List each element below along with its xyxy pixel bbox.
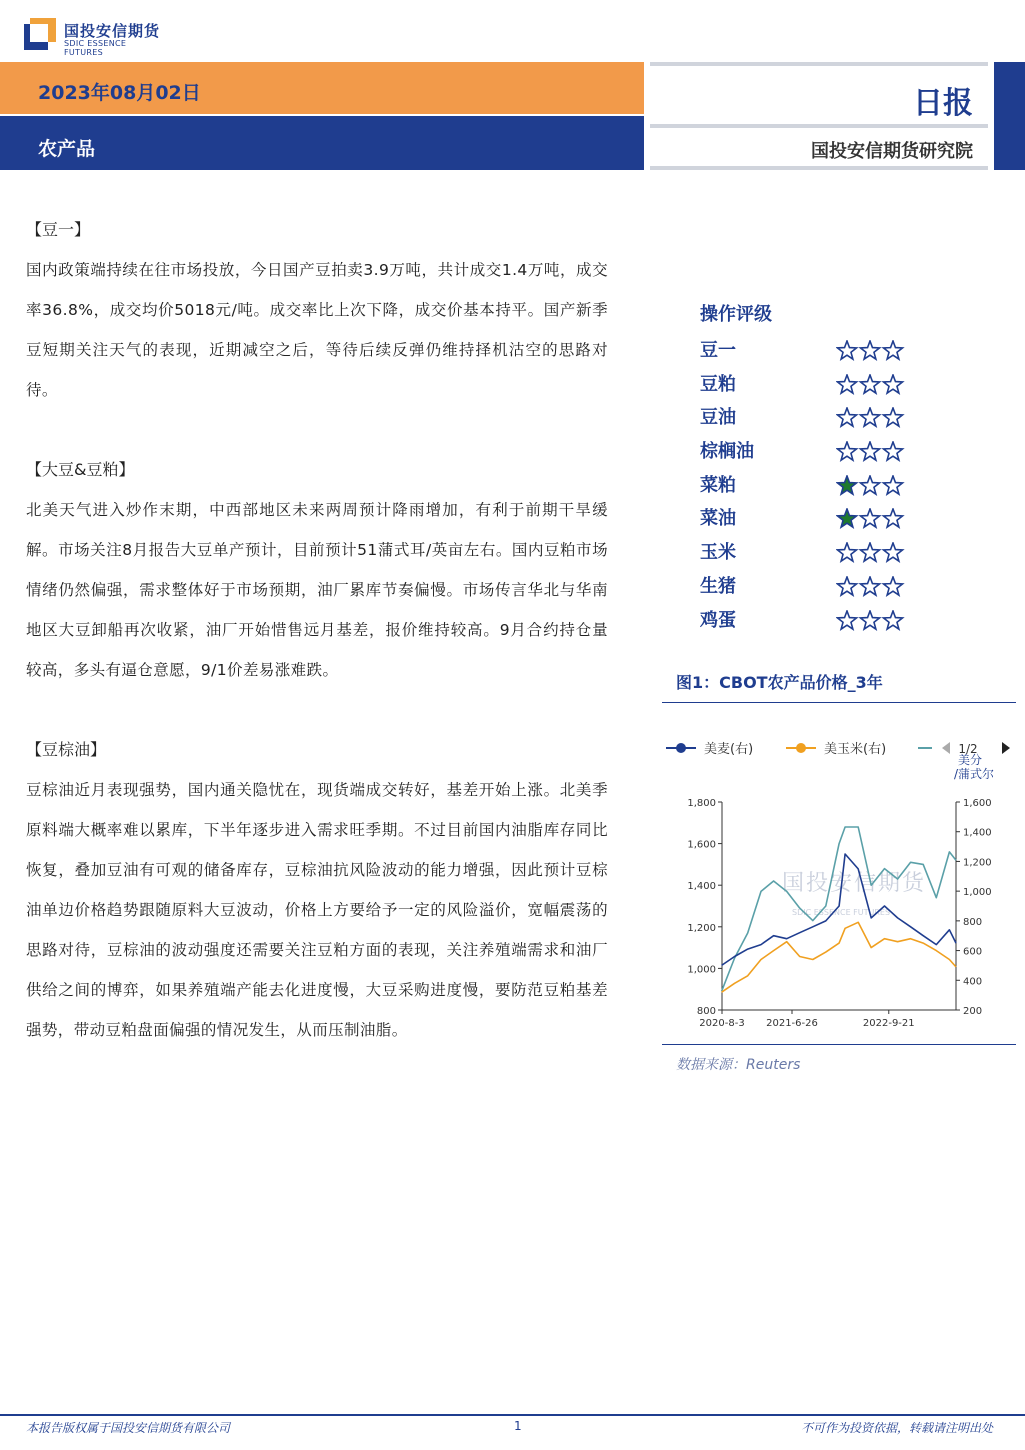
star-outline-icon [883, 442, 902, 460]
rating-stars [836, 576, 906, 598]
legend-label: 美麦(右) [704, 742, 754, 757]
rating-row [700, 502, 960, 536]
rating-product-name: 豆粕 [700, 373, 736, 395]
x-tick-label: 2021-6-26 [766, 1018, 818, 1029]
logo-cn-text: 国投安信期货 [64, 22, 161, 40]
rating-row [700, 536, 960, 570]
institute-name: 国投安信期货研究院 [811, 141, 973, 162]
section-title: 【大豆&豆粕】 [26, 460, 135, 479]
y-left-tick-label: 800 [696, 1006, 716, 1017]
rating-stars [836, 441, 906, 463]
star-outline-icon [860, 375, 879, 393]
x-tick-label: 2020-8-3 [699, 1018, 745, 1029]
y-right-tick-label: 1,200 [963, 857, 992, 869]
star-filled-icon [837, 509, 856, 527]
star-outline-icon [883, 509, 902, 527]
sector-banner [0, 116, 644, 170]
y-right-tick-label: 200 [963, 1006, 983, 1017]
rating-row [700, 435, 960, 469]
rating-row [700, 334, 960, 368]
rating-row [700, 368, 960, 402]
x-tick-label: 2022-9-21 [862, 1018, 915, 1029]
rating-product-name: 棕榈油 [700, 441, 754, 463]
figure-title: 图1：CBOT农产品价格_3年 [676, 673, 883, 692]
figure-divider [662, 1044, 1016, 1045]
legend-next-icon [1002, 742, 1010, 754]
report-date: 2023年08月02日 [38, 82, 201, 104]
rating-stars [836, 475, 906, 497]
y-right-tick-label: 800 [963, 916, 983, 928]
right-axis-unit: /蒲式尔 [954, 767, 995, 781]
rating-row [700, 401, 960, 435]
legend-marker [676, 743, 686, 753]
y-left-tick-label: 1,200 [687, 922, 716, 934]
header-divider [650, 124, 988, 128]
company-logo [24, 18, 164, 57]
header-side-block [994, 62, 1025, 170]
star-filled-icon [837, 476, 856, 494]
rating-panel [700, 300, 960, 637]
rating-product-name: 菜油 [700, 508, 736, 530]
section-body: 豆棕油近月表现强势，国内通关隐忧在，现货端成交转好，基差开始上涨。北美季原料端大概率难以累库，下半年逐步进入需求旺季期。不过目前国内油脂库存同比恢复，叠加豆油有可观的储备库存，豆棕油抗风险波动的能力增强，因此预计豆棕油单边价格趋势跟随原料大豆波动，价格上方要给予一定的风险溢价，宽幅震荡的思路对待，豆棕油的波动强度还需要关注豆粕方面的表现，关注养殖端需求和油厂供给之间的博弈，如果养殖端产能去化进度慢，大豆采购进度慢，要防范豆粕基差强势，带动豆粕盘面偏强的情况发生，从而压制油脂。 [26, 781, 608, 1039]
price-chart [662, 722, 1016, 1042]
star-outline-icon [860, 408, 879, 426]
y-left-tick-label: 1,400 [687, 881, 716, 893]
star-outline-icon [860, 611, 879, 629]
star-outline-icon [860, 442, 879, 460]
section-body: 国内政策端持续在往市场投放，今日国产豆拍卖3.9万吨，共计成交1.4万吨，成交率36.8%，成交均价5018元/吨。成交率比上次下降，成交价基本持平。国产新季豆短期关注天气的表现，近期减空之后，等待后续反弹仍维持择机沽空的思路对待。 [26, 261, 608, 399]
data-source: 数据来源：Reuters [676, 1057, 801, 1073]
right-axis-unit: 美分 [958, 753, 983, 767]
page-number: 1 [514, 1419, 522, 1433]
y-left-tick-label: 1,600 [687, 839, 716, 851]
rating-row [700, 570, 960, 604]
star-outline-icon [883, 476, 902, 494]
rating-product-name: 菜粕 [700, 474, 736, 496]
star-outline-icon [860, 341, 879, 359]
star-outline-icon [860, 577, 879, 595]
y-left-tick-label: 1,800 [687, 798, 716, 809]
y-right-tick-label: 400 [963, 976, 983, 988]
rating-product-name: 豆油 [700, 407, 736, 429]
star-outline-icon [837, 408, 856, 426]
logo-en-text: SDIC ESSENCE FUTURES [64, 39, 127, 57]
main-content [26, 210, 608, 1050]
star-outline-icon [837, 611, 856, 629]
star-outline-icon [837, 442, 856, 460]
y-right-tick-label: 1,600 [963, 798, 992, 809]
y-right-tick-label: 1,000 [963, 887, 992, 899]
star-outline-icon [883, 543, 902, 561]
y-right-tick-label: 1,400 [963, 827, 992, 839]
rating-product-name: 豆一 [700, 340, 736, 361]
figure-divider [662, 702, 1016, 703]
legend-prev-icon [942, 742, 950, 754]
header-divider [650, 62, 988, 66]
star-outline-icon [860, 509, 879, 527]
rating-stars [836, 508, 906, 530]
rating-row [700, 604, 960, 638]
rating-product-name: 鸡蛋 [700, 609, 736, 631]
star-outline-icon [883, 341, 902, 359]
rating-stars [836, 374, 906, 396]
rating-stars [836, 340, 906, 362]
rating-product-name: 玉米 [700, 542, 736, 564]
star-outline-icon [837, 341, 856, 359]
star-outline-icon [883, 611, 902, 629]
report-sector: 农产品 [38, 138, 96, 160]
star-outline-icon [837, 543, 856, 561]
logo-mark-icon [24, 18, 56, 50]
section-title: 【豆棕油】 [26, 740, 107, 759]
legend-page-label: 1/2 [958, 742, 978, 756]
star-outline-icon [837, 577, 856, 595]
star-outline-icon [860, 543, 879, 561]
star-outline-icon [883, 408, 902, 426]
rating-stars [836, 407, 906, 429]
rating-stars [836, 610, 906, 632]
footer-copyright: 本报告版权属于国投安信期货有限公司 [26, 1421, 231, 1435]
header-divider [650, 166, 988, 170]
section-title: 【豆一】 [26, 220, 91, 239]
star-outline-icon [883, 577, 902, 595]
rating-stars [836, 542, 906, 564]
star-outline-icon [860, 476, 879, 494]
star-outline-icon [837, 375, 856, 393]
y-right-tick-label: 600 [963, 946, 983, 958]
report-type: 日报 [913, 86, 973, 121]
footer-disclaimer: 不可作为投资依据，转载请注明出处 [800, 1421, 993, 1435]
legend-label: 美玉米(右) [824, 742, 887, 757]
rating-product-name: 生猪 [700, 575, 736, 597]
chart-watermark: 国投安信期货 [782, 871, 927, 896]
y-left-tick-label: 1,000 [687, 964, 716, 976]
rating-row [700, 469, 960, 503]
footer-divider [0, 1414, 1025, 1416]
chart-watermark-en: SDIC ESSENCE FUTURES [792, 908, 891, 917]
legend-marker [796, 743, 806, 753]
rating-title: 操作评级 [700, 304, 772, 325]
star-outline-icon [883, 375, 902, 393]
section-body: 北美天气进入炒作末期，中西部地区未来两周预计降雨增加，有利于前期干旱缓解。市场关注8月报告大豆单产预计，目前预计51蒲式耳/英亩左右。国内豆粕市场情绪仍然偏强，需求整体好于市场预期，油厂累库节奏偏慢。市场传言华北与华南地区大豆卸船再次收紧，油厂开始惜售远月基差，报价维持较高。9月合约持仓量较高，多头有逼仓意愿，9/1价差易涨难跌。 [26, 501, 608, 679]
series-line-1 [722, 922, 956, 992]
